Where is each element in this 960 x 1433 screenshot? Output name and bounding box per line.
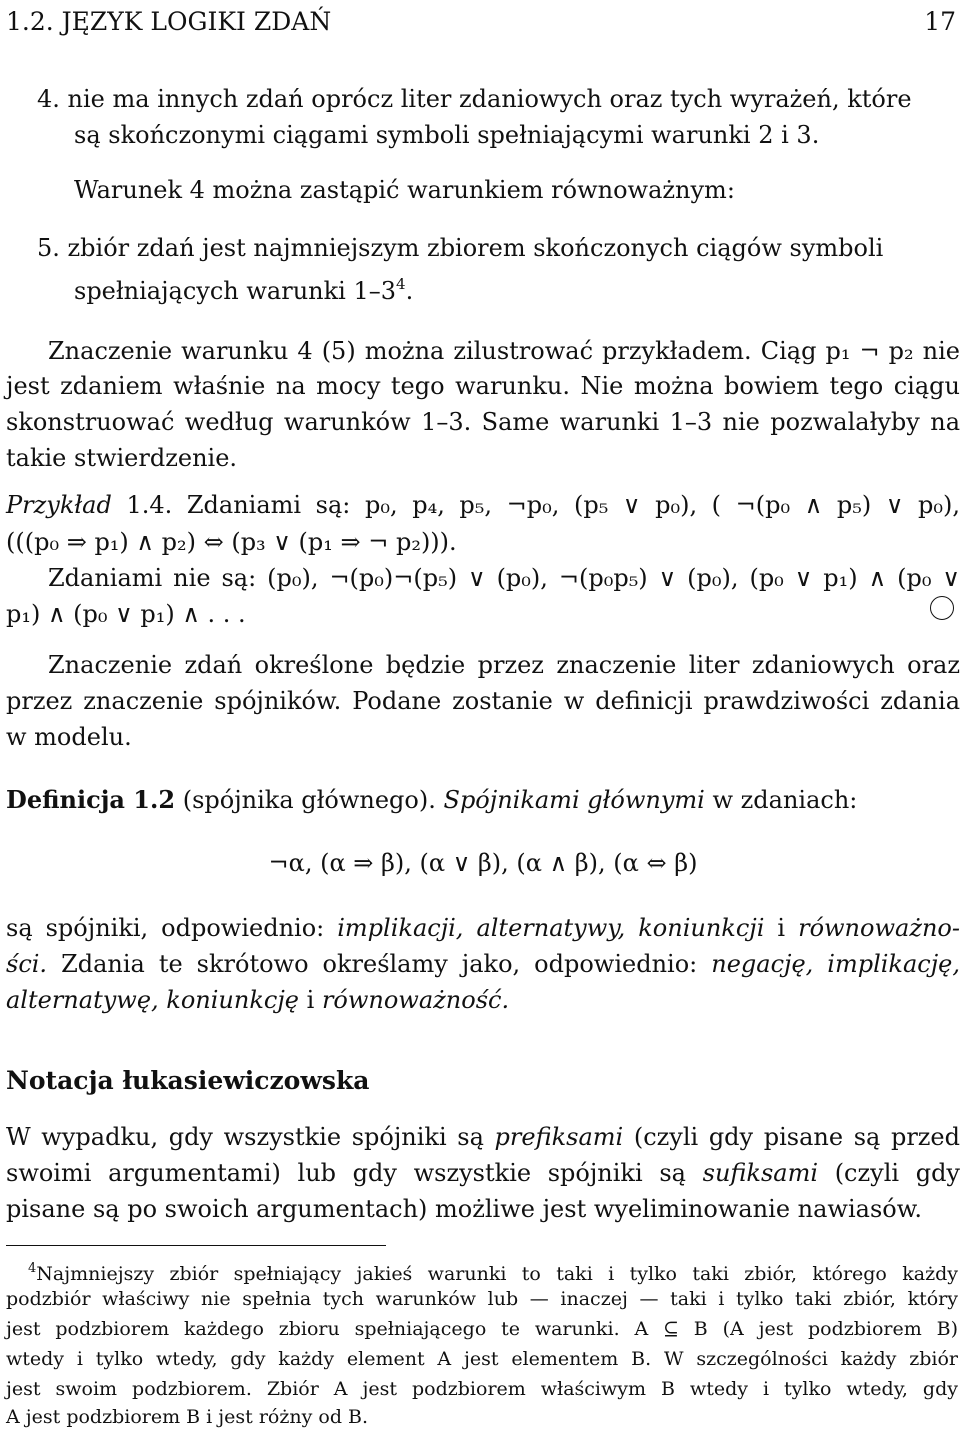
definition-label: Definicja 1.2 <box>6 785 176 814</box>
item-5-period: . <box>405 277 414 305</box>
definition-title: (spójnika głównego). <box>182 786 436 814</box>
example-line-2: (((p₀ ⇒ p₁) ∧ p₂) ⇔ (p₃ ∨ (p₁ ⇒ ¬ p₂))). <box>6 528 457 556</box>
warunek-line: Warunek 4 można zastąpić warunkiem równoważnym: <box>74 176 735 204</box>
definition-conjunction: i <box>777 914 786 942</box>
definition-heading <box>6 785 857 815</box>
definition-formula: ¬α, (α ⇒ β), (α ∨ β), (α ∧ β), (α ⇔ β) <box>268 849 698 877</box>
para2-line-3: w modelu. <box>6 723 132 751</box>
term-prefiksami: prefiksami <box>494 1123 624 1151</box>
section-heading: Notacja łukasiewiczowska <box>6 1066 370 1095</box>
term-koniunkcji: koniunkcji <box>638 914 765 942</box>
para2-line-1: Znaczenie zdań określone będzie przez znaczenie liter zdaniowych oraz <box>48 651 960 679</box>
footnote-line-6: A jest podzbiorem B i jest różny od B. <box>6 1406 369 1428</box>
footnote-text: Najmniejszy zbiór spełniający jakieś warunki to taki i tylko taki zbiór, którego każdy <box>36 1263 958 1285</box>
page <box>6 0 960 1433</box>
example-line-3: Zdaniami nie są: (p₀), ¬(p₀)¬(p₅) ∨ (p₀), ¬(p₀p₅) ∨ (p₀), (p₀ ∨ p₁) ∧ (p₀ ∨ <box>48 564 960 592</box>
example-text: Zdaniami są: p₀, p₄, p₅, ¬p₀, (p₅ ∨ p₀), ( ¬(p₀ ∧ p₅) ∨ p₀), <box>186 491 960 519</box>
para3-line-2 <box>6 1158 960 1188</box>
para2-line-2: przez znaczenie spójników. Podane zostanie w definicji prawdziwości zdania <box>6 687 960 715</box>
para1-line-4: takie stwierdzenie. <box>6 444 238 472</box>
term-koniunkcje: koniunkcję <box>166 986 299 1014</box>
para3-line-1 <box>6 1122 960 1152</box>
item-5-line-2 <box>74 269 413 306</box>
term-implikacje: implikację, <box>827 950 960 978</box>
term-sufiksami: sufiksami <box>702 1159 819 1187</box>
definition-conjunction: i <box>306 986 315 1014</box>
item-4-line-2: są skończonymi ciągami symboli spełniającymi warunki 2 i 3. <box>74 121 820 149</box>
term-rownowaznosci-end: ści. <box>6 950 48 978</box>
definition-rest: w zdaniach: <box>712 786 858 814</box>
definition-text: są spójniki, odpowiednio: <box>6 914 325 942</box>
example-line-1 <box>6 490 960 520</box>
term-alternatywy: alternatywy, <box>476 914 626 942</box>
para3-text: swoimi argumentami) lub gdy wszystkie spójniki są <box>6 1159 686 1187</box>
header-section-title: 1.2. JĘZYK LOGIKI ZDAŃ <box>6 7 332 36</box>
definition-text: Zdania te skrótowo określamy jako, odpowiednio: <box>61 950 698 978</box>
term-rownowaznosc: równoważność. <box>321 986 510 1014</box>
para1-line-1: Znaczenie warunku 4 (5) można zilustrować przykładem. Ciąg p₁ ¬ p₂ nie <box>48 337 960 365</box>
item-5-line-1: 5. zbiór zdań jest najmniejszym zbiorem skończonych ciągów symboli <box>37 234 884 262</box>
footnote-line-4: wtedy i tylko wtedy, gdy każdy element A jest elementem B. W szczególności każdy zbiór <box>6 1348 958 1370</box>
definition-line-1 <box>6 913 960 943</box>
page-number: 17 <box>924 7 956 36</box>
para3-text: W wypadku, gdy wszystkie spójniki są <box>6 1123 484 1151</box>
definition-term: Spójnikami głównymi <box>443 786 705 814</box>
footnote-mark: 4 <box>28 1261 37 1276</box>
para1-line-2: jest zdaniem właśnie na mocy tego warunku. Nie można bowiem tego ciągu <box>6 372 960 400</box>
footnote-line-3: jest podzbiorem każdego zbioru spełniającego te warunki. A ⊆ B (A jest podzbiorem B) <box>6 1318 958 1340</box>
term-rownowaznosci: równoważno- <box>798 914 960 942</box>
footnote-rule <box>6 1245 386 1246</box>
example-number: 1.4. <box>126 491 173 519</box>
definition-line-3 <box>6 985 509 1015</box>
para3-text: (czyli gdy <box>834 1159 960 1187</box>
qed-circle-icon <box>930 596 954 620</box>
footnote-line-2: podzbiór właściwy nie spełnia tych warunków lub — inaczej — taki i tylko taki zbiór, który <box>6 1288 958 1310</box>
term-negacje: negację, <box>711 950 814 978</box>
definition-line-2 <box>6 949 960 979</box>
para1-line-3: skonstruować według warunków 1–3. Same warunki 1–3 nie pozwalałyby na <box>6 408 960 436</box>
footnote-line-1 <box>28 1256 958 1287</box>
footnote-line-5: jest swoim podzbiorem. Zbiór A jest podzbiorem właściwym B wtedy i tylko wtedy, gdy <box>6 1378 958 1400</box>
example-label: Przykład <box>6 491 112 519</box>
term-implikacji: implikacji, <box>337 914 464 942</box>
item-4-line-1: 4. nie ma innych zdań oprócz liter zdaniowych oraz tych wyrażeń, które <box>37 85 912 113</box>
para3-line-3: pisane są po swoich argumentach) możliwe jest wyeliminowanie nawiasów. <box>6 1195 923 1223</box>
running-header <box>6 6 960 38</box>
footnote-reference[interactable]: 4 <box>396 275 406 293</box>
item-5-text: spełniających warunki 1–3 <box>74 277 397 305</box>
term-alternatywe: alternatywę, <box>6 986 159 1014</box>
example-line-4: p₁) ∧ (p₀ ∨ p₁) ∧ . . . <box>6 600 246 628</box>
para3-text: (czyli gdy pisane są przed <box>633 1123 960 1151</box>
